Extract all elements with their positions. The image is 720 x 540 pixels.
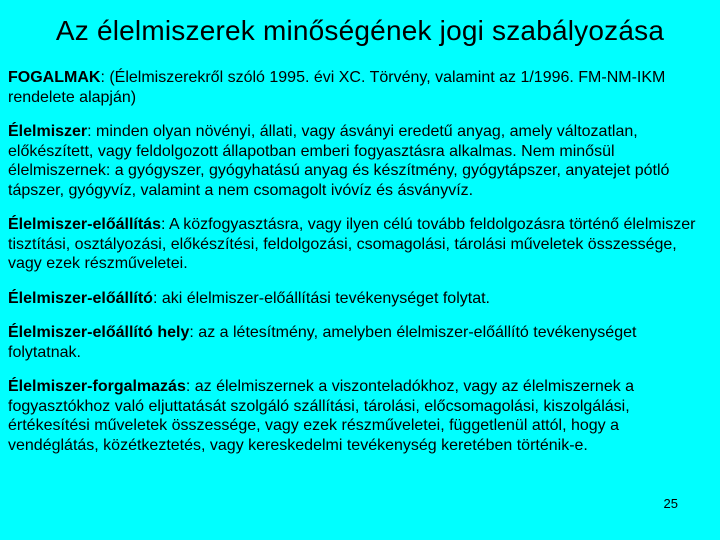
slide-title: Az élelmiszerek minőségének jogi szabályozása [55,15,665,46]
page-number: 25 [663,496,678,511]
paragraph-elelmiszer-eloallito [8,289,708,309]
term-label: Élelmiszer-előállítás [8,216,161,233]
paragraph-text: : az élelmiszernek a viszonteladókhoz, vagy az élelmiszernek a fogyasztókhoz való eljuttatását szolgáló szállítási, tárolási, előcsomagolási, kiszolgálási, értékesítési műveletek összessége, vagy ezek részműveletei, függetlenül attól, hogy a vendéglátás, közétkeztetés, vagy kereskedelmi tevékenység keretében történik-e. [8,378,635,454]
paragraph-text: : aki élelmiszer-előállítási tevékenységet folytat. [152,289,490,307]
paragraph-text: : az a létesítmény, amelyben élelmiszer-előállító tevékenységet folytatnak. [8,324,637,361]
paragraph-elelmiszer-eloallitas [8,215,708,274]
paragraph-elelmiszer [8,122,708,200]
term-label: Élelmiszer-forgalmazás [8,378,186,395]
term-label: Élelmiszer-előállító hely [8,324,190,341]
slide-content [8,68,708,470]
term-label: Élelmiszer [8,123,88,140]
paragraph-text: : minden olyan növényi, állati, vagy ásványi eredetű anyag, amely változatlan, előkészített, vagy feldolgozott állapotban emberi fogyasztásra alkalmas. Nem minősül élelmiszernek: a gyógyszer, gyógyhatású anyag és készítmény, gyógytápszer, anyatejet pótló tápszer, gyógyvíz, valamint a nem csomagolt ivóvíz és ásványvíz. [8,123,670,199]
paragraph-text: : A közfogyasztásra, vagy ilyen célú tovább feldolgozásra történő élelmiszer tisztítási, osztályozási, előkészítési, feldolgozási, csomagolási, tárolási műveletek összessége, vagy ezek részműveletei. [8,216,696,272]
paragraph-text: : (Élelmiszerekről szóló 1995. évi XC. Törvény, valamint az 1/1996. FM-NM-IKM rendelete alapján) [8,69,666,106]
paragraph-fogalmak [8,68,708,107]
term-label: FOGALMAK [8,69,101,86]
paragraph-elelmiszer-forgalmazas [8,377,708,455]
term-label: Élelmiszer-előállító [8,289,153,307]
paragraph-elelmiszer-eloallito-hely [8,323,708,362]
